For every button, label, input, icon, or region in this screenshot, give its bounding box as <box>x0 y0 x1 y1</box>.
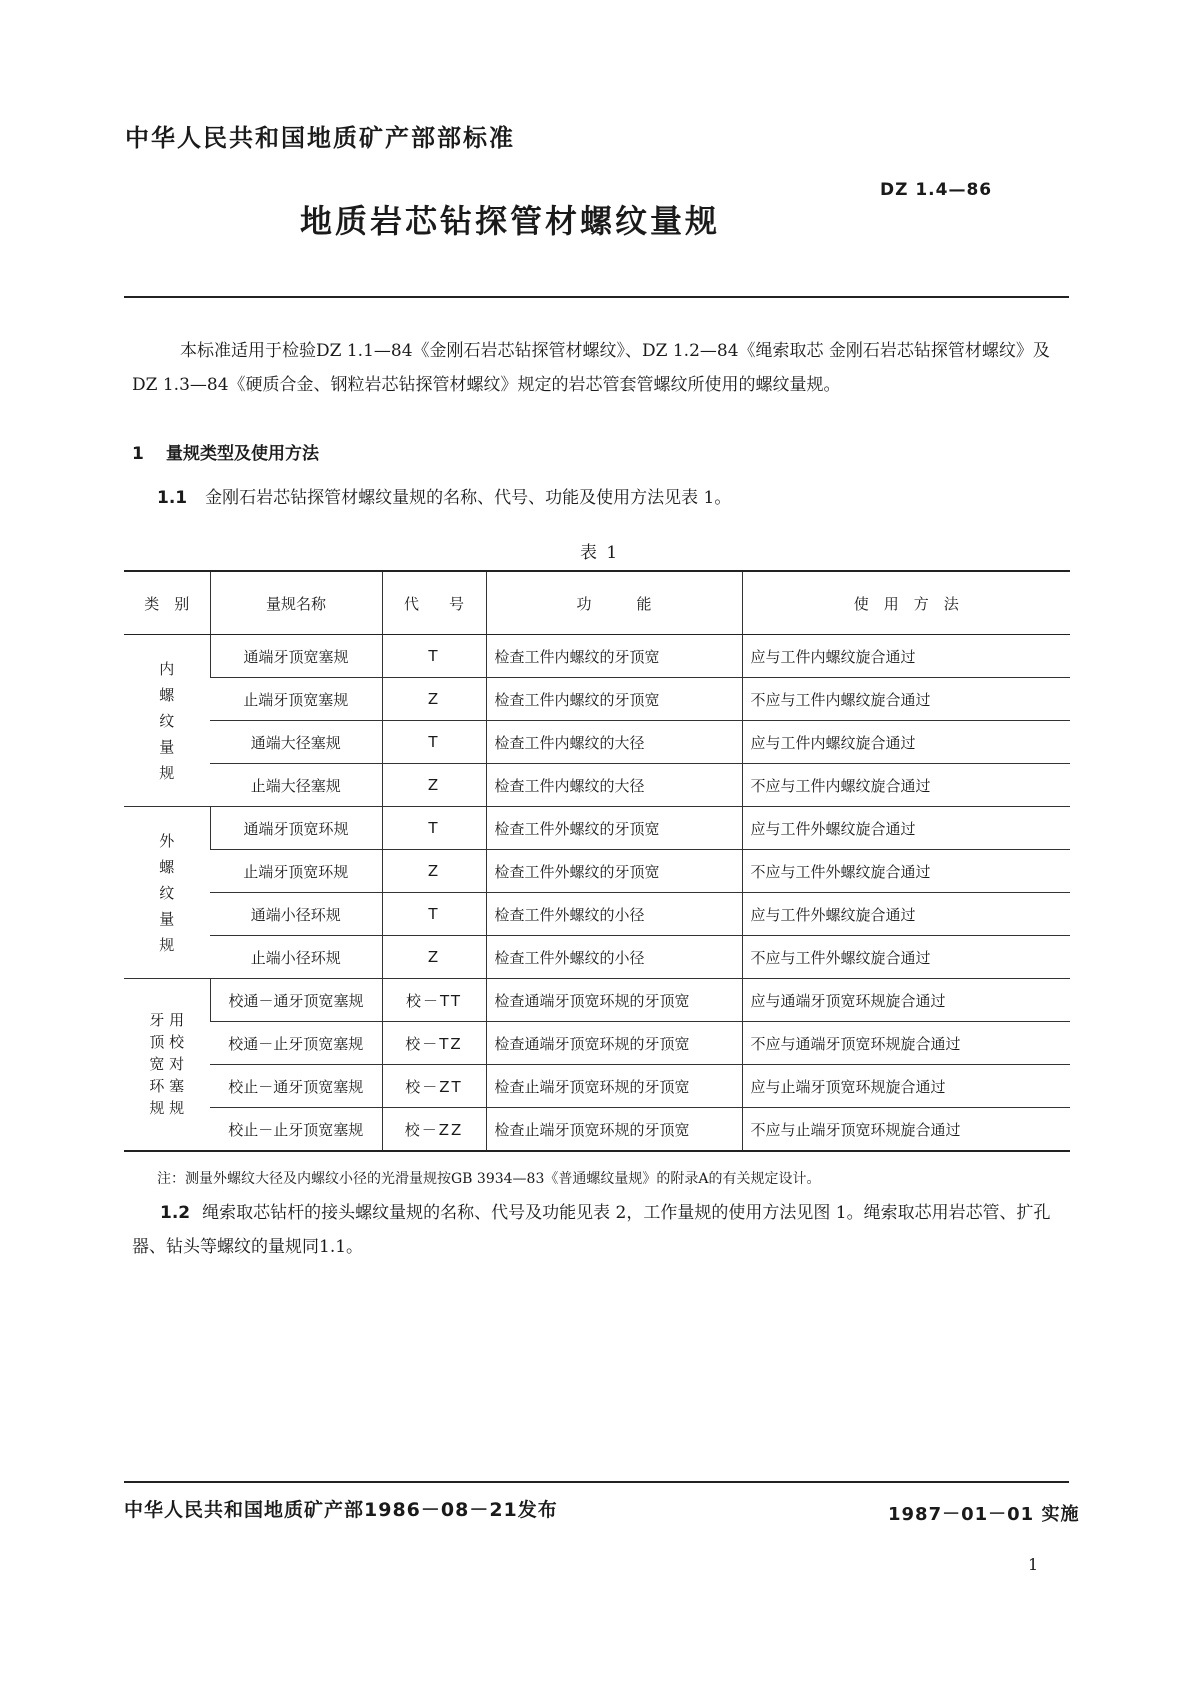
table-row <box>124 1108 1070 1152</box>
table-row <box>124 893 1070 936</box>
standard-code: DZ 1.4—86 <box>880 180 993 200</box>
gauge-code-cell: 校－ZT <box>382 1065 486 1108</box>
gauge-usage-cell: 应与工件外螺纹旋合通过 <box>742 807 1070 850</box>
paragraph-1-1 <box>157 483 731 508</box>
gauge-name-cell: 校通－通牙顶宽塞规 <box>210 979 382 1022</box>
category-label: 外螺纹量规 <box>159 831 175 954</box>
gauge-function-cell: 检查通端牙顶宽环规的牙顶宽 <box>486 979 742 1022</box>
gauge-name-cell: 止端牙顶宽塞规 <box>210 678 382 721</box>
gauge-code-cell: T <box>382 807 486 850</box>
gauge-function-cell: 检查工件内螺纹的牙顶宽 <box>486 635 742 678</box>
gauge-function-cell: 检查止端牙顶宽环规的牙顶宽 <box>486 1108 742 1152</box>
table-row <box>124 1065 1070 1108</box>
gauge-code-cell: T <box>382 635 486 678</box>
gauge-name-cell: 通端小径环规 <box>210 893 382 936</box>
gauge-usage-cell: 应与工件外螺纹旋合通过 <box>742 893 1070 936</box>
gauge-usage-cell: 不应与工件外螺纹旋合通过 <box>742 936 1070 979</box>
table-row <box>124 850 1070 893</box>
header-name: 量规名称 <box>210 571 382 635</box>
section-1-title: 量规类型及使用方法 <box>166 444 319 464</box>
table-row <box>124 678 1070 721</box>
gauge-usage-cell: 不应与通端牙顶宽环规旋合通过 <box>742 1022 1070 1065</box>
gauge-usage-cell: 不应与止端牙顶宽环规旋合通过 <box>742 1108 1070 1152</box>
table-row <box>124 979 1070 1022</box>
header-divider <box>124 296 1069 298</box>
gauge-function-cell: 检查工件外螺纹的小径 <box>486 893 742 936</box>
header-usage: 使 用 方 法 <box>742 571 1070 635</box>
gauge-code-cell: Z <box>382 850 486 893</box>
gauge-name-cell: 通端牙顶宽环规 <box>210 807 382 850</box>
gauge-function-cell: 检查工件内螺纹的大径 <box>486 764 742 807</box>
gauge-code-cell: 校－TZ <box>382 1022 486 1065</box>
page-number: 1 <box>1028 1555 1039 1574</box>
gauge-code-cell: T <box>382 721 486 764</box>
gauge-code-cell: Z <box>382 678 486 721</box>
category-line: 牙 用 <box>149 1010 185 1029</box>
category-label <box>149 1009 184 1119</box>
effective-date: 1987－01－01 实施 <box>888 1504 1080 1525</box>
header-code: 代 号 <box>382 571 486 635</box>
gauge-code-cell: Z <box>382 764 486 807</box>
gauge-function-cell: 检查通端牙顶宽环规的牙顶宽 <box>486 1022 742 1065</box>
gauge-function-cell: 检查工件外螺纹的牙顶宽 <box>486 850 742 893</box>
category-line: 宽 对 <box>149 1054 185 1073</box>
paragraph-1-1-text: 金刚石岩芯钻探管材螺纹量规的名称、代号、功能及使用方法见表 1。 <box>205 488 732 508</box>
issue-date: 中华人民共和国地质矿产部1986－08－21发布 <box>124 1499 558 1521</box>
gauge-name-cell: 校通－止牙顶宽塞规 <box>210 1022 382 1065</box>
gauge-usage-cell: 应与通端牙顶宽环规旋合通过 <box>742 979 1070 1022</box>
table-note: 注：测量外螺纹大径及内螺纹小径的光滑量规按GB 3934—83《普通螺纹量规》的附录A的有关规定设计。 <box>157 1171 821 1187</box>
header-category: 类 别 <box>124 571 210 635</box>
table-header-row <box>124 571 1070 635</box>
gauge-usage-cell: 应与工件内螺纹旋合通过 <box>742 635 1070 678</box>
table-row <box>124 764 1070 807</box>
gauge-function-cell: 检查工件内螺纹的牙顶宽 <box>486 678 742 721</box>
table-row <box>124 1022 1070 1065</box>
table-row <box>124 807 1070 850</box>
intro-paragraph: 本标准适用于检验DZ 1.1—84《金刚石岩芯钻探管材螺纹》、DZ 1.2—84《绳索取芯 金刚石岩芯钻探管材螺纹》及DZ 1.3—84《硬质合金、钢粒岩芯钻探管材螺纹》规定的岩芯管套管螺纹所使用的螺纹量规。 <box>132 341 1050 395</box>
table-1 <box>124 570 1070 1152</box>
category-cell <box>124 635 210 807</box>
paragraph-1-2-text: 绳索取芯钻杆的接头螺纹量规的名称、代号及功能见表 2，工作量规的使用方法见图 1。绳索取芯用岩芯管、扩孔器、钻头等螺纹的量规同1.1。 <box>132 1203 1051 1257</box>
table-row <box>124 936 1070 979</box>
gauge-usage-cell: 应与止端牙顶宽环规旋合通过 <box>742 1065 1070 1108</box>
gauge-name-cell: 止端大径塞规 <box>210 764 382 807</box>
gauge-usage-cell: 应与工件内螺纹旋合通过 <box>742 721 1070 764</box>
gauge-name-cell: 止端牙顶宽环规 <box>210 850 382 893</box>
category-line: 环 塞 <box>149 1076 185 1095</box>
gauge-function-cell: 检查工件内螺纹的大径 <box>486 721 742 764</box>
gauge-name-cell: 通端牙顶宽塞规 <box>210 635 382 678</box>
gauge-name-cell: 通端大径塞规 <box>210 721 382 764</box>
gauge-name-cell: 校止－止牙顶宽塞规 <box>210 1108 382 1152</box>
gauge-name-cell: 止端小径环规 <box>210 936 382 979</box>
section-1-number: 1 <box>132 444 144 464</box>
category-cell <box>124 979 210 1152</box>
footer-divider <box>124 1481 1069 1483</box>
section-1-heading <box>132 439 319 464</box>
gauge-function-cell: 检查止端牙顶宽环规的牙顶宽 <box>486 1065 742 1108</box>
header-function: 功 能 <box>486 571 742 635</box>
paragraph-1-1-number: 1.1 <box>157 488 188 508</box>
gauge-function-cell: 检查工件外螺纹的小径 <box>486 936 742 979</box>
gauge-usage-cell: 不应与工件内螺纹旋合通过 <box>742 764 1070 807</box>
gauge-code-cell: 校－ZZ <box>382 1108 486 1152</box>
category-line: 规 规 <box>149 1098 185 1117</box>
paragraph-1-2-number: 1.2 <box>160 1203 191 1223</box>
gauge-code-cell: Z <box>382 936 486 979</box>
gauge-code-cell: 校－TT <box>382 979 486 1022</box>
gauge-function-cell: 检查工件外螺纹的牙顶宽 <box>486 807 742 850</box>
table-row <box>124 635 1070 678</box>
category-label: 内螺纹量规 <box>159 659 175 782</box>
paragraph-1-2 <box>132 1196 1069 1264</box>
document-title: 地质岩芯钻探管材螺纹量规 <box>300 202 721 240</box>
table-row <box>124 721 1070 764</box>
issuer-heading: 中华人民共和国地质矿产部部标准 <box>125 124 515 152</box>
category-cell <box>124 807 210 979</box>
gauge-code-cell: T <box>382 893 486 936</box>
gauge-name-cell: 校止－通牙顶宽塞规 <box>210 1065 382 1108</box>
gauge-usage-cell: 不应与工件外螺纹旋合通过 <box>742 850 1070 893</box>
category-line: 顶 校 <box>149 1032 185 1051</box>
gauge-usage-cell: 不应与工件内螺纹旋合通过 <box>742 678 1070 721</box>
table-1-caption: 表 1 <box>580 543 620 563</box>
